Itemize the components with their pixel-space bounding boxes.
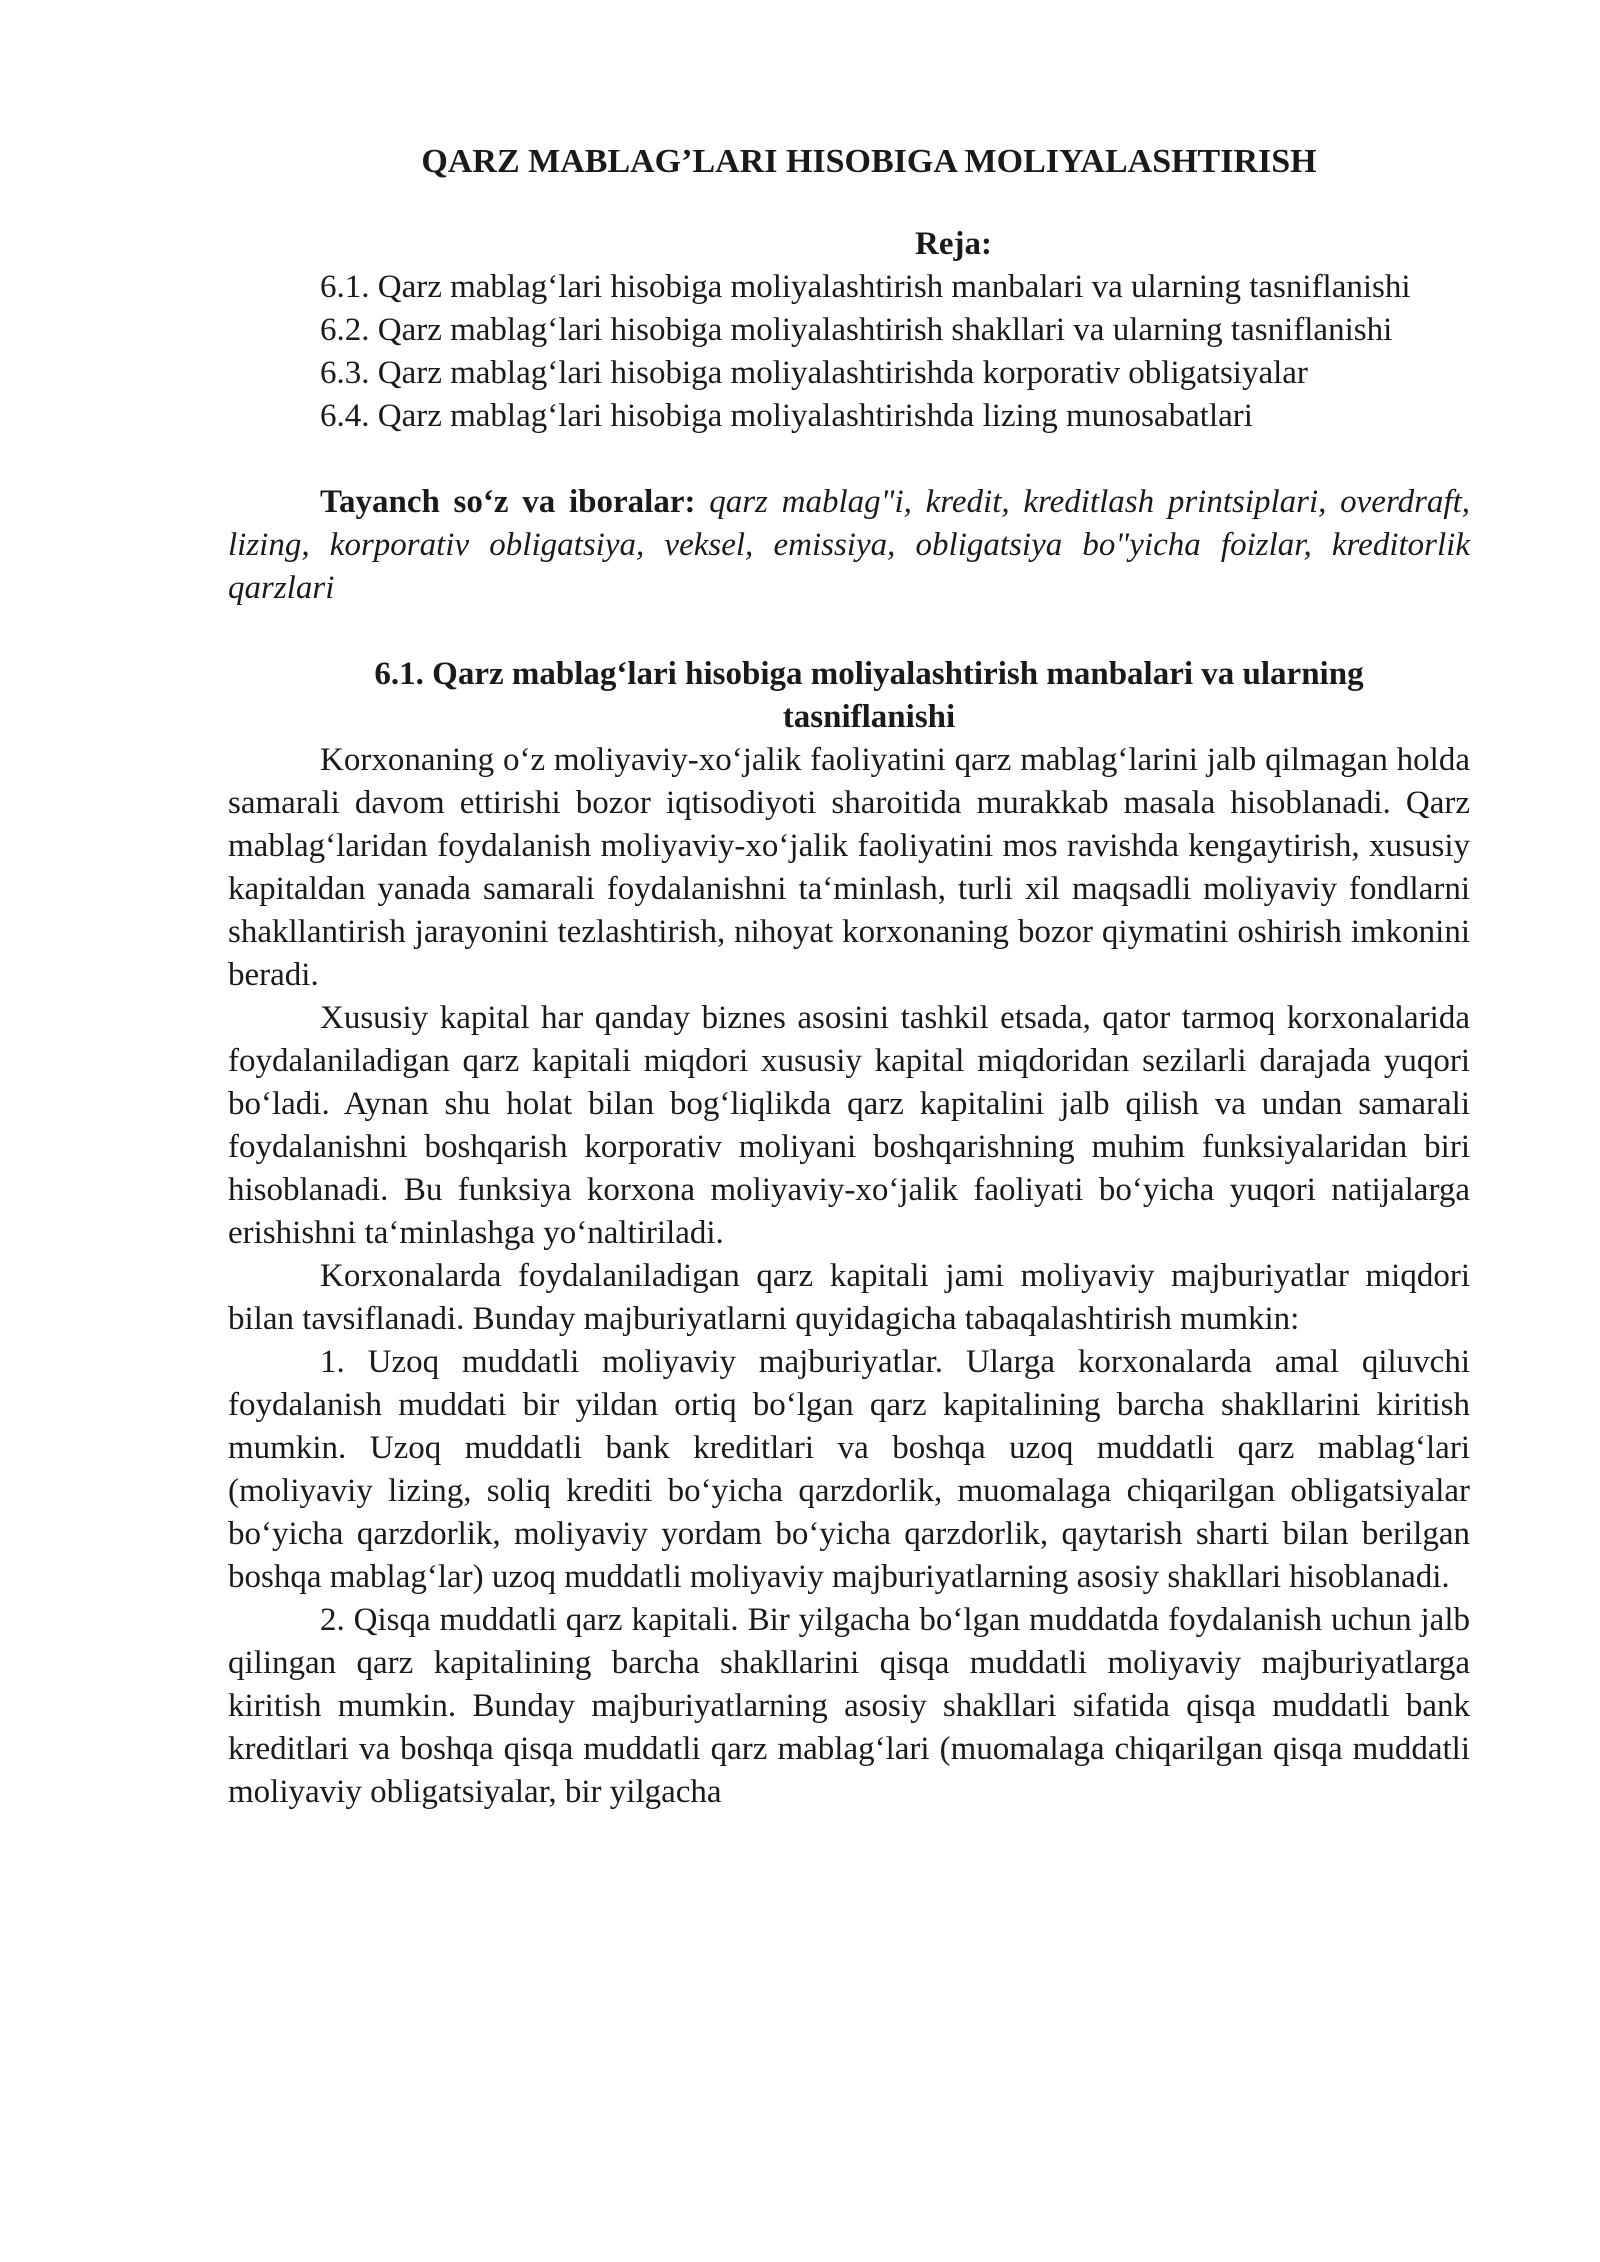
body-paragraph: Korxonaning o‘z moliyaviy-xo‘jalik faoliyatini qarz mablag‘larini jalb qilmagan holda samarali davom ettirishi bozor iqtisodiyoti sharoitida murakkab masala hisoblanadi. Qarz mablag‘laridan foydalanish moliyaviy-xo‘jalik faoliyatini mos ravishda kengaytirish, xususiy kapitaldan yanada samarali foydalanishni ta‘minlash, turli xil maqsadli moliyaviy fondlarni shakllantirish jarayonini tezlashtirish, nihoyat korxonaning bozor qiymatini oshirish imkonini beradi. [228, 742, 1470, 993]
body-text [228, 739, 1470, 1814]
keywords-block [228, 481, 1470, 610]
keywords-text: qarz mablag"i, kredit, kreditlash printsiplari, overdraft, lizing, korporativ obligatsiya, veksel, emissiya, obligatsiya bo"yicha foizlar, kreditorlik qarzlari [228, 484, 1471, 606]
plan-item: 6.3. Qarz mablag‘lari hisobiga moliyalashtirishda korporativ obligatsiyalar [320, 355, 1308, 391]
plan-item: 6.2. Qarz mablag‘lari hisobiga moliyalashtirish shakllari va ularning tasniflanishi [320, 312, 1393, 348]
plan-item: 6.4. Qarz mablag‘lari hisobiga moliyalashtirishda lizing munosabatlari [320, 398, 1253, 434]
body-paragraph: 2. Qisqa muddatli qarz kapitali. Bir yilgacha bo‘lgan muddatda foydalanish uchun jalb qilingan qarz kapitalining barcha shakllarini qisqa muddatli moliyaviy majburiyatlarga kiritish mumkin. Bunday majburiyatlarning asosiy shakllari sifatida qisqa muddatli bank kreditlari va boshqa qisqa muddatli qarz mablag‘lari (muomalaga chiqarilgan qisqa muddatli moliyaviy obligatsiyalar, bir yilgacha [228, 1602, 1470, 1810]
plan-heading: Reja: [915, 226, 992, 262]
keywords-label: Tayanch so‘z va iboralar: [320, 484, 696, 520]
document-title: QARZ MABLAG’LARI HISOBIGA MOLIYALASHTIRISH [421, 143, 1317, 180]
section-heading: 6.1. Qarz mablag‘lari hisobiga moliyalashtirish manbalari va ularning tasniflanishi [374, 656, 1364, 735]
body-paragraph: 1. Uzoq muddatli moliyaviy majburiyatlar. Ularga korxonalarda amal qiluvchi foydalanish muddati bir yildan ortiq bo‘lgan qarz kapitalining barcha shakllarini kiritish mumkin. Uzoq muddatli bank kreditlari va boshqa uzoq muddatli qarz mablag‘lari (moliyaviy lizing, soliq krediti bo‘yicha qarzdorlik, muomalaga chiqarilgan obligatsiyalar bo‘yicha qarzdorlik, moliyaviy yordam bo‘yicha qarzdorlik, qaytarish sharti bilan berilgan boshqa mablag‘lar) uzoq muddatli moliyaviy majburiyatlarning asosiy shakllari hisoblanadi. [228, 1344, 1470, 1595]
plan-list [228, 266, 1470, 438]
body-paragraph: Korxonalarda foydalaniladigan qarz kapitali jami moliyaviy majburiyatlar miqdori bilan tavsiflanadi. Bunday majburiyatlarni quyidagicha tabaqalashtirish mumkin: [228, 1258, 1470, 1337]
body-paragraph: Xususiy kapital har qanday biznes asosini tashkil etsada, qator tarmoq korxonalarida foydalaniladigan qarz kapitali miqdori xususiy kapital miqdoridan sezilarli darajada yuqori bo‘ladi. Aynan shu holat bilan bog‘liqlikda qarz kapitalini jalb qilish va undan samarali foydalanishni boshqarish korporativ moliyani boshqarishning muhim funksiyalaridan biri hisoblanadi. Bu funksiya korxona moliyaviy-xo‘jalik faoliyati bo‘yicha yuqori natijalarga erishishni ta‘minlashga yo‘naltiriladi. [228, 1000, 1470, 1251]
plan-item: 6.1. Qarz mablag‘lari hisobiga moliyalashtirish manbalari va ularning tasniflanishi [320, 269, 1411, 305]
document-page [228, 140, 1470, 1814]
